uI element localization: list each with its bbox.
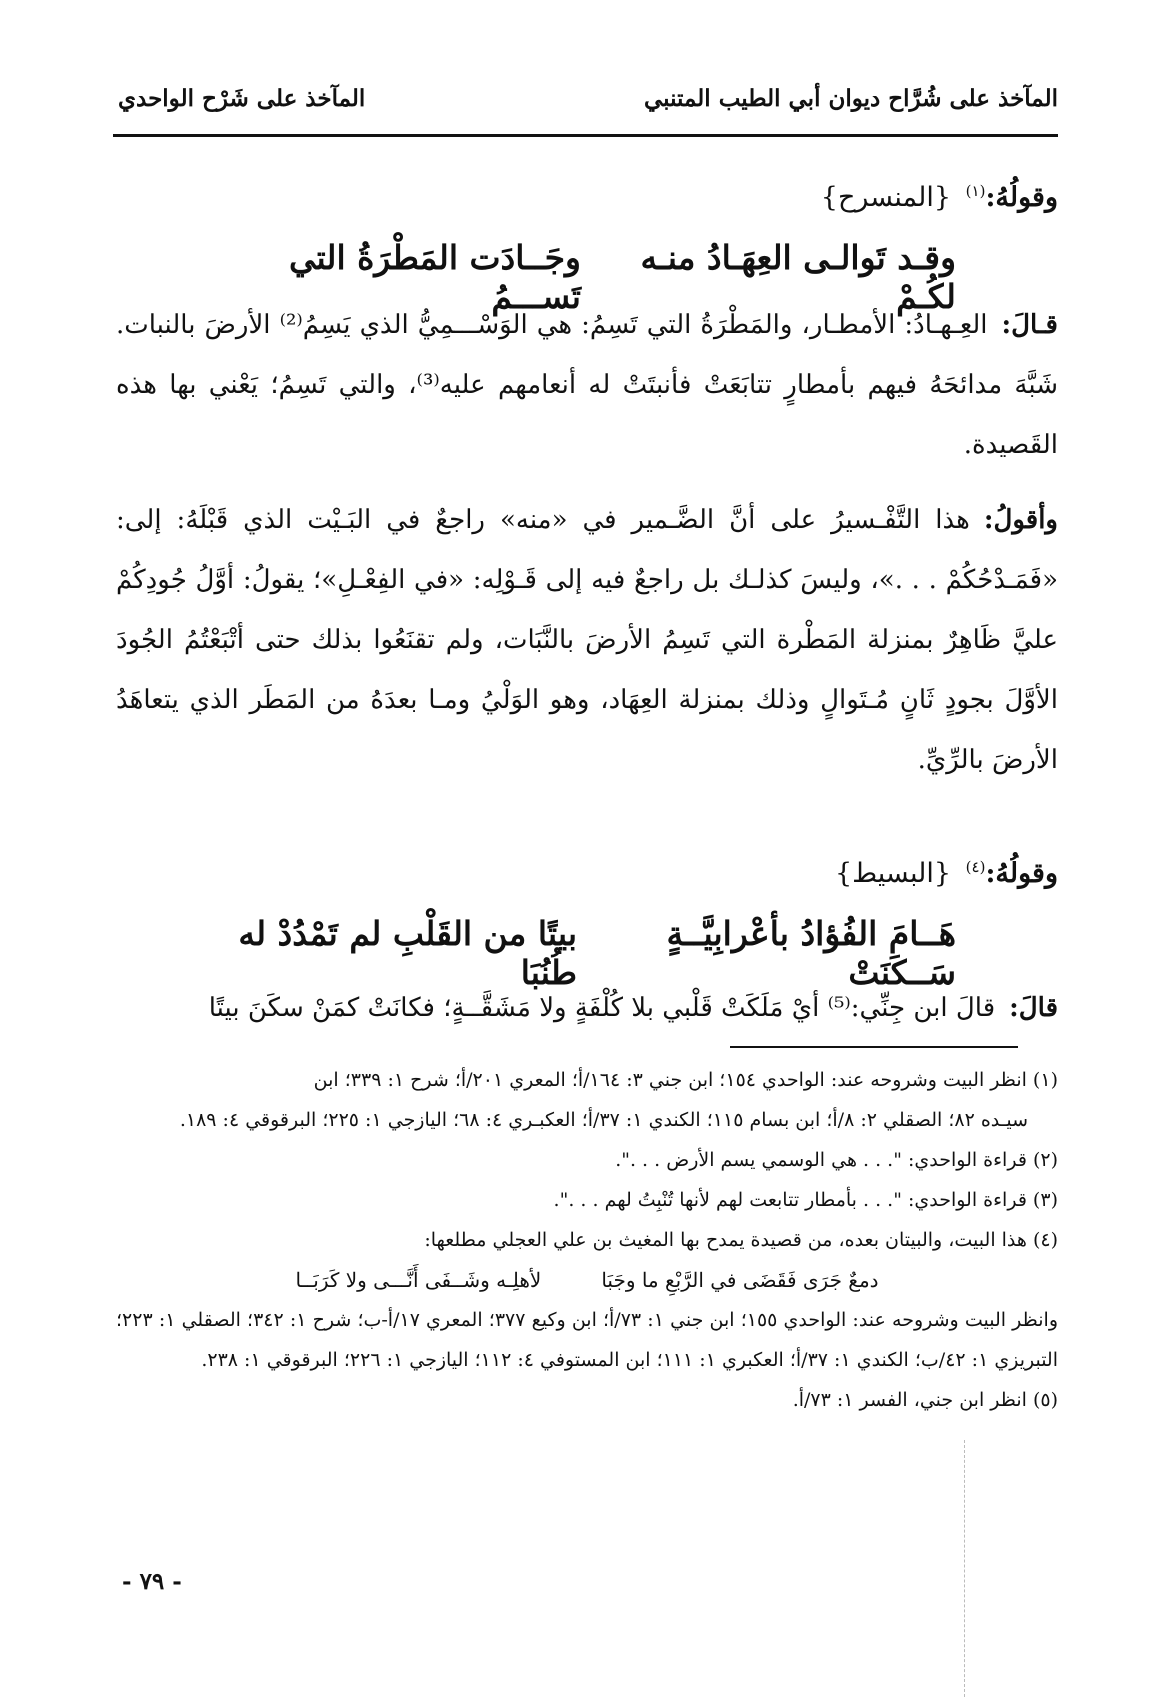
- section1-verse-second-hemistich: وجَــادَت المَطْرَةُ التي تَســـمُ: [288, 238, 581, 316]
- footnote-5: (٥) انظر ابن جني، الفسر ١: ٧٣/أ.: [792, 1389, 1058, 1411]
- section1-qal-text: العِـهـادُ: الأمطـار، والمَطْرَةُ التي تَسِمُ: هي الوَسْـــمِيُّ الذي يَسِمُ⁽²⁾ الأرضَ بالنبات. شَبَّهَ مدائحَهُ فيهم بأمطارٍ تتابَعَتْ فأنبتَتْ له أنعامهم عليه⁽³⁾، والتي تَسِمُ؛ يَعْني بها هذه القَصيدة.: [116, 310, 1058, 460]
- section2-qal-paragraph: [116, 978, 1058, 1038]
- section2-meter: {البسيط}: [834, 858, 952, 889]
- footnote-4-verse-first: دمعٌ جَرَى فَقَضَى في الرَّبْعِ ما وجَبَا: [601, 1268, 879, 1292]
- section2-qal-text: قالَ ابن جِنِّي:⁽⁵⁾ أيْ مَلَكَتْ قَلْبي بلا كُلْفَةٍ ولا مَشَقَّــةٍ؛ فكانَتْ كمَنْ سكَنَ بيتًا: [208, 993, 996, 1023]
- footnote-4-verse: [116, 1260, 1058, 1300]
- running-header: [118, 85, 1058, 129]
- footnote-3: (٣) قراءة الواحدي: ". . . بأمطار تتابعت لهم لأنها تُنْبِتُ لهم . . .".: [553, 1189, 1058, 1211]
- section1-intro: [116, 182, 1058, 213]
- section2-verse-second-hemistich: بيتًا من القَلْبِ لم تَمْدُدْ له طُنُبَا: [238, 914, 577, 992]
- section1-aqul-text: هذا التَّفْـسيرُ على أنَّ الضَّـمير في «منه» راجعٌ في البَـيْت الذي قَبْلَهُ: إلى: «فَمَـدْحُكُمْ . . .»، وليسَ كذلـك بل راجعٌ فيه إلى قَـوْلِه: «في الفِعْـلِ»؛ يقولُ: أوَّلُ جُودِكُمْ عليَّ ظَاهِرٌ بمنزلة المَطْرة التي تَسِمُ الأرضَ بالنَّبَات، ولم تقنَعُوا بذلك حتى أتْبَعْتُمُ الجُودَ الأوَّلَ بجودٍ ثَانٍ مُـتَوالٍ وذلك بمنزلة العِهَاد، وهو الوَلْيُ ومـا بعدَهُ من المَطَر الذي يتعاهَدُ الأرضَ بالرِّيِّ.: [116, 505, 1058, 775]
- section1-aqul-paragraph: [116, 490, 1058, 790]
- scan-fold-line: [964, 1440, 965, 1697]
- footnote-1-continuation: سيـده ٨٢؛ الصقلي ٢: ٨/أ؛ ابن بسام ١١٥؛ الكندي ١: ٣٧/أ؛ العكبـري ٤: ٦٨؛ اليازجي ١: ٢٢٥؛ البرقوقي ٤: ١٨٩.: [179, 1109, 1028, 1131]
- page-number: - ٧٩ -: [122, 1568, 182, 1595]
- footnote-4-verse-second: لأهلِـه وشَــفَى أَنَّـــى ولا كَرَبَــا: [295, 1268, 542, 1292]
- footnote-4-continuation: وانظر البيت وشروحه عند: الواحدي ١٥٥؛ ابن جني ١: ٧٣/أ؛ ابن وكيع ٣٧٧؛ المعري ١٧/أ-ب؛ شرح ١: ٣٤٢؛ الصقلي ١: ٢٢٣؛ التبريزي ١: ٤٢/ب؛ الكندي ١: ٣٧/أ؛ العكبري ١: ١١١؛ ابن المستوفي ٤: ١١٢؛ اليازجي ١: ٢٢٦؛ البرقوقي ١: ٢٣٨.: [116, 1309, 1058, 1371]
- section2-qal-label: قالَ:: [1009, 993, 1058, 1023]
- footnote-1: (١) انظر البيت وشروحه عند: الواحدي ١٥٤؛ ابن جني ٣: ١٦٤/أ؛ المعري ٢٠١/أ؛ شرح ١: ٣٣٩؛ ابن: [313, 1069, 1058, 1091]
- header-book-title: المآخذ على شُرَّاح ديوان أبي الطيب المتنبي: [644, 85, 1058, 112]
- section1-aqul-label: وأقولُ:: [983, 505, 1058, 535]
- footnotes: [116, 1060, 1058, 1420]
- section2-intro-word: وقولُهُ:: [985, 858, 1058, 889]
- section1-intro-word: وقولُهُ:: [985, 182, 1058, 213]
- section1-qal-label: قـالَ:: [1001, 310, 1058, 340]
- section2-verse-first-hemistich: هَــامَ الفُؤادُ بأعْرابِيَّــةٍ سَــكَنَتْ: [666, 914, 956, 992]
- header-rule: [113, 134, 1058, 137]
- footnote-separator: [730, 1046, 1018, 1048]
- section2-intro: [116, 858, 1058, 889]
- section1-qal-paragraph: [116, 295, 1058, 475]
- section1-verse-first-hemistich: وقـد تَوالـى العِهَـادُ منـه لكُـمْ: [640, 238, 956, 316]
- section2-footnote-ref: (٤): [965, 858, 986, 876]
- footnote-4: (٤) هذا البيت، والبيتان بعده، من قصيدة يمدح بها المغيث بن علي العجلي مطلعها:: [424, 1229, 1058, 1251]
- header-chapter-title: المآخذ على شَرْح الواحدي: [118, 85, 366, 112]
- section1-footnote-ref: (١): [965, 182, 986, 200]
- footnote-2: (٢) قراءة الواحدي: ". . . هي الوسمي يسم الأرض . . .".: [615, 1149, 1058, 1171]
- section1-meter: {المنسرح}: [820, 182, 952, 213]
